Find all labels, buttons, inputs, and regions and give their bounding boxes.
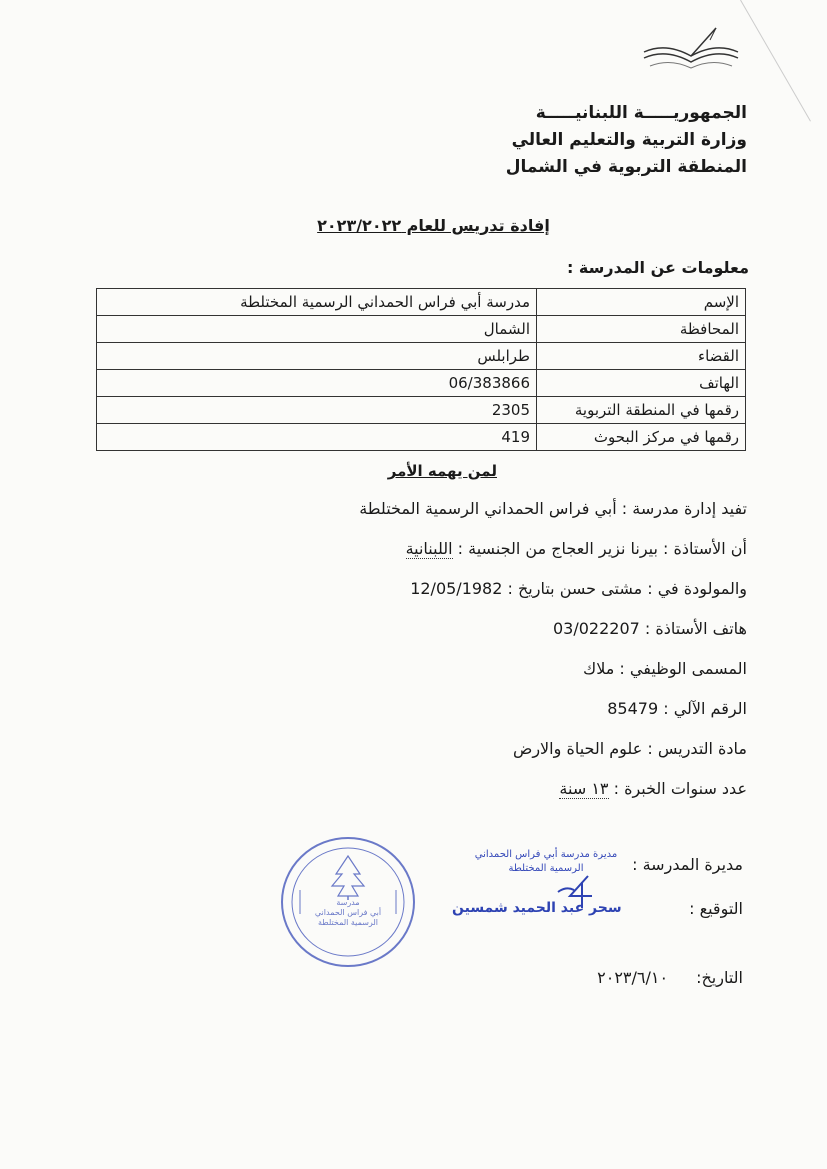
row-value: 06/383866	[97, 370, 537, 397]
body-line-birth: والمولودة في : مشتى حسن بتاريخ : 12/05/1982	[410, 579, 747, 598]
body-line-school: تفيد إدارة مدرسة : أبي فراس الحمداني الرسمية المختلطة	[359, 499, 747, 518]
table-row	[97, 343, 746, 370]
date-value: ٢٠٢٣/٦/١٠	[597, 968, 669, 987]
certificate-body	[359, 494, 747, 814]
principal-stamp	[456, 848, 636, 876]
row-label: رقمها في المنطقة التربوية	[537, 397, 746, 424]
body-line-phone: هاتف الأستاذة : 03/022207	[553, 619, 747, 638]
header-line-republic: الجمهوريـــــة اللبنانيـــــة	[535, 103, 747, 123]
seal-line-1: مدرسة	[336, 898, 360, 907]
header-line-region: المنطقة التربوية في الشمال	[505, 157, 747, 177]
scan-edge	[740, 0, 811, 121]
header-line-ministry: وزارة التربية والتعليم العالي	[511, 130, 747, 150]
date-row	[597, 968, 743, 987]
document-title: إفادة تدريس للعام ٢٠٢٣/٢٠٢٢	[317, 216, 550, 235]
body-line-subject: مادة التدريس : علوم الحياة والارض	[512, 739, 747, 758]
signature-block	[632, 850, 743, 938]
stamp-line-1: مديرة مدرسة أبي فراس الحمداني	[474, 849, 618, 860]
table-row	[97, 424, 746, 451]
row-label: القضاء	[537, 343, 746, 370]
body-line-teacher	[359, 534, 747, 574]
row-label: الإسم	[537, 289, 746, 316]
principal-label: مديرة المدرسة :	[632, 855, 743, 874]
row-value: 2305	[97, 397, 537, 424]
to-whom-heading: لمن يهمه الأمر	[387, 462, 497, 480]
row-label: المحافظة	[537, 316, 746, 343]
signature-label: التوقيع :	[689, 899, 743, 918]
row-label: رقمها في مركز البحوث	[537, 424, 746, 451]
row-label: الهاتف	[537, 370, 746, 397]
body-line-experience	[359, 774, 747, 814]
experience-label: عدد سنوات الخبرة :	[608, 779, 747, 798]
experience-value: ١٣ سنة	[559, 779, 609, 798]
row-value: 419	[97, 424, 537, 451]
table-row	[97, 316, 746, 343]
body-line-job-title: المسمى الوظيفي : ملاك	[583, 659, 747, 678]
seal-line-2: أبي فراس الحمداني	[314, 908, 382, 917]
seal-line-3: الرسمية المختلطة	[317, 918, 378, 927]
ministry-header	[506, 100, 747, 181]
stamp-line-2: الرسمية المختلطة	[508, 863, 584, 874]
date-label: التاريخ:	[696, 968, 743, 987]
table-row	[97, 370, 746, 397]
section-title: معلومات عن المدرسة :	[566, 258, 749, 277]
seal-text	[300, 898, 396, 928]
row-value: الشمال	[97, 316, 537, 343]
school-info-table	[96, 288, 746, 451]
row-value: مدرسة أبي فراس الحمداني الرسمية المختلطة	[97, 289, 537, 316]
book-logo-icon	[636, 22, 746, 84]
signer-name: سحر عبد الحميد شمسين	[452, 900, 622, 916]
body-line-auto-number: الرقم الآلي : 85479	[607, 699, 747, 718]
table-row	[97, 289, 746, 316]
nationality-value: اللبنانية	[405, 539, 453, 558]
table-row	[97, 397, 746, 424]
row-value: طرابلس	[97, 343, 537, 370]
teacher-name-text: أن الأستاذة : بيرنا نزير العجاج من الجنسية :	[452, 539, 747, 558]
